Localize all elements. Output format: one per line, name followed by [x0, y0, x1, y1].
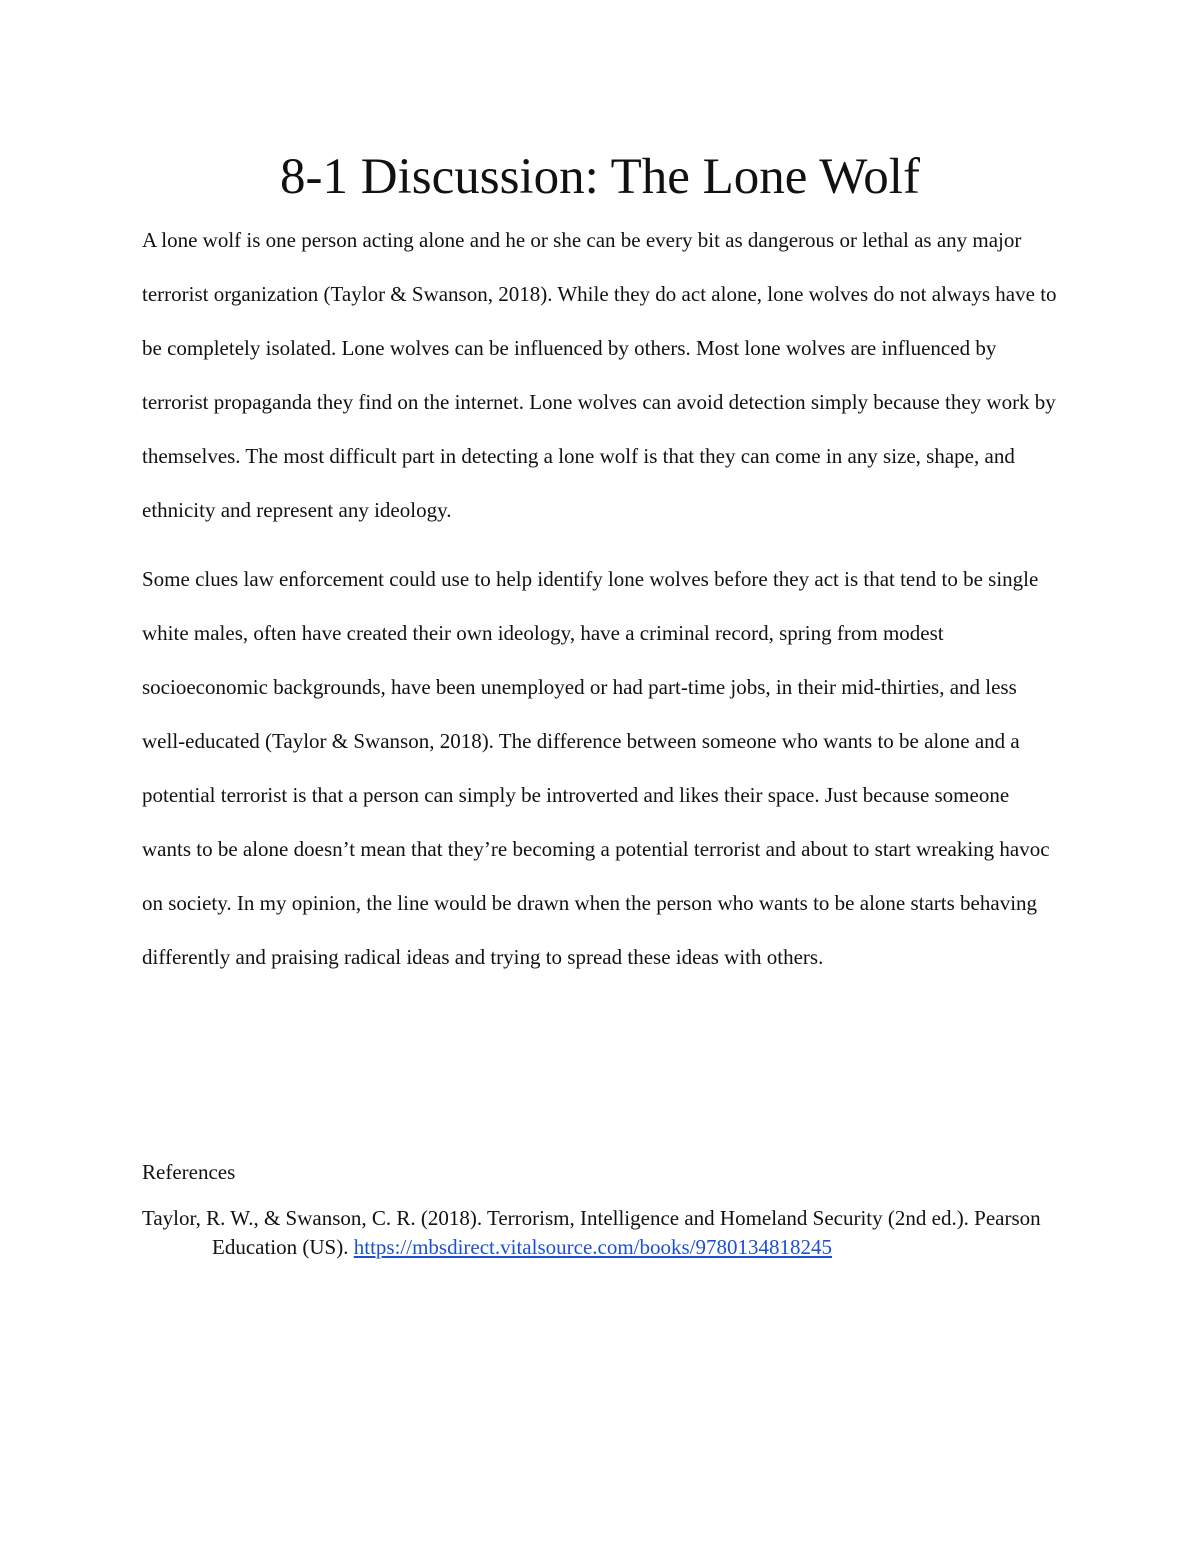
document-title: 8-1 Discussion: The Lone Wolf — [280, 149, 920, 205]
reference-entry-text: Taylor, R. W., & Swanson, C. R. (2018). Terrorism, Intelligence and Homeland Security (2nd ed.). Pearson Education (US). — [142, 1206, 1041, 1259]
body-paragraph-1: A lone wolf is one person acting alone and he or she can be every bit as dangerous or lethal as any major terrorist organization (Taylor & Swanson, 2018). While they do act alone, lone wolves do not always have to be completely isolated. Lone wolves can be influenced by others. Most lone wolves are influenced by terrorist propaganda they find on the internet. Lone wolves can avoid detection simply because they work by themselves. The most difficult part in detecting a lone wolf is that they can come in any size, shape, and ethnicity and represent any ideology. — [142, 228, 1057, 522]
references-heading: References — [142, 1160, 236, 1184]
body-paragraph-2: Some clues law enforcement could use to help identify lone wolves before they act is that tend to be single white males, often have created their own ideology, have a criminal record, spring from modest socioeconomic backgrounds, have been unemployed or had part-time jobs, in their mid-thirties, and less well-educated (Taylor & Swanson, 2018). The difference between someone who wants to be alone and a potential terrorist is that a person can simply be introverted and likes their space. Just because someone wants to be alone doesn’t mean that they’re becoming a potential terrorist and about to start wreaking havoc on society. In my opinion, the line would be drawn when the person who wants to be alone starts behaving differently and praising radical ideas and trying to spread these ideas with others. — [142, 567, 1050, 969]
reference-entry — [142, 1204, 1112, 1262]
reference-link[interactable]: https://mbsdirect.vitalsource.com/books/9780134818245 — [353, 1235, 833, 1259]
